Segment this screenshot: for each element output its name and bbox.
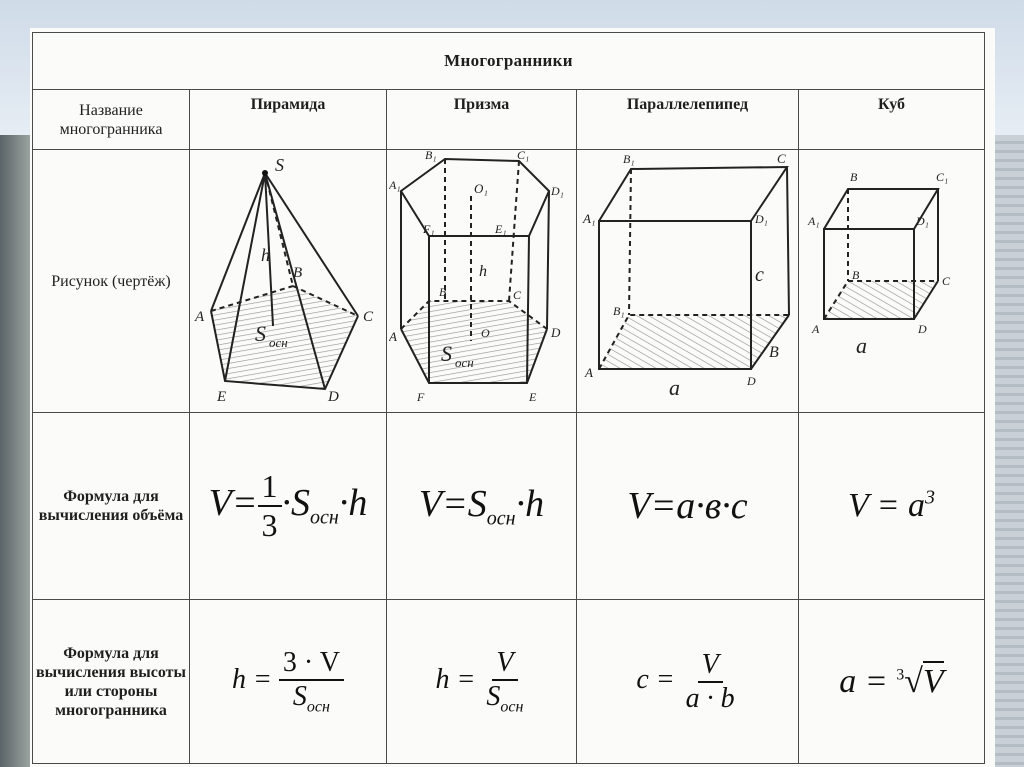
parallelepiped-volume-cell (577, 413, 799, 600)
cube-figure-cell (799, 150, 985, 413)
label-D1: D₁ (754, 211, 768, 226)
label-S-base: S (440, 340, 452, 366)
label-F1: F₁ (422, 221, 435, 236)
cube-volume-formula (848, 487, 935, 524)
parallelepiped-volume-formula: V=a·в·c (627, 485, 748, 527)
v-lhs: V=S (418, 482, 487, 525)
cube-drawing (802, 151, 982, 407)
prism-drawing (389, 151, 575, 407)
prism-height-formula (435, 646, 528, 716)
cube-height-formula (839, 663, 943, 700)
label-c: c (754, 263, 764, 286)
label-B: B₁ (612, 303, 625, 318)
header-parallelepiped: Параллелепипед (577, 90, 799, 150)
label-h: h (478, 262, 487, 280)
header-pyramid: Пирамида (190, 90, 387, 150)
v-lhs: V = a (847, 487, 926, 525)
h-den: a · b (685, 682, 735, 714)
label-A1: A₁ (582, 210, 595, 226)
header-prism: Призма (387, 90, 577, 150)
volume-row-label: Формула для вычисления объёма (33, 413, 190, 600)
radicand: V (922, 662, 944, 700)
label-B: B (849, 169, 857, 184)
label-S-base: S (255, 320, 266, 346)
v-sup: 3 (925, 486, 936, 509)
background-left (0, 135, 30, 767)
h-den-sub: осн (500, 698, 524, 716)
v-lhs: V= (208, 481, 258, 524)
h-den: S (292, 680, 307, 712)
height-row-label: Формула для вычисления высоты или стороны многогранника (33, 600, 190, 764)
h-num: V (698, 649, 723, 683)
h-lhs: h = (232, 663, 272, 695)
h-lhs: a = (839, 662, 888, 700)
v-num: 1 (258, 468, 282, 507)
v-sub: осн (486, 507, 516, 530)
label-C: C (363, 308, 374, 325)
header-cube: Куб (799, 90, 985, 150)
label-Bl: B (851, 267, 859, 282)
pyramid-figure-cell (190, 150, 387, 413)
pyramid-volume-cell (190, 413, 387, 600)
v-tail: ·h (338, 481, 368, 524)
label-D: D (746, 373, 756, 388)
label-D: D (550, 324, 560, 340)
v-tail: ·h (515, 482, 545, 525)
name-label: Название многогранника (33, 90, 190, 150)
h-den: S (486, 680, 501, 712)
label-A: A (811, 321, 819, 336)
label-D: D (917, 321, 927, 336)
v-sub: осн (310, 506, 339, 529)
parallelepiped-figure-cell (577, 150, 799, 413)
parallelepiped-height-cell (577, 600, 799, 764)
label-B1: B₁ (424, 150, 437, 162)
label-C1: C₁ (935, 169, 948, 184)
parallelepiped-drawing (579, 151, 797, 407)
label-B1: B₁ (622, 151, 635, 166)
label-base-sub: осн (454, 354, 474, 370)
label-O: O (480, 325, 490, 340)
label-B: B (293, 264, 303, 281)
radical-sign: √ (904, 662, 923, 700)
label-A1: A₁ (807, 213, 820, 228)
polyhedra-table (32, 32, 985, 764)
label-E: E (528, 389, 536, 404)
label-B: B (438, 284, 446, 299)
document-sheet (30, 28, 995, 767)
pyramid-drawing (193, 151, 383, 407)
table-title: Многогранники (33, 33, 985, 90)
label-E1: E₁ (494, 221, 507, 236)
label-base-sub: осн (269, 334, 288, 350)
h-num: V (492, 647, 517, 681)
prism-figure-cell (387, 150, 577, 413)
label-a: a (855, 332, 867, 358)
label-A1: A₁ (388, 177, 401, 192)
label-C: C (512, 287, 521, 302)
label-S: S (275, 154, 284, 175)
figure-row-label: Рисунок (чертёж) (33, 150, 190, 413)
label-D: D (328, 388, 339, 405)
prism-volume-cell (387, 413, 577, 600)
pyramid-volume-formula (208, 468, 368, 543)
v-rest: ·S (281, 481, 311, 524)
pyramid-height-cell (190, 600, 387, 764)
label-F: F (416, 389, 424, 404)
label-O1: O₁ (473, 180, 488, 196)
label-C: C (776, 150, 786, 166)
root-index: 3 (896, 666, 905, 684)
prism-height-cell (387, 600, 577, 764)
h-lhs: h = (435, 663, 476, 695)
h-num: 3 · V (279, 647, 344, 681)
label-h: h (261, 244, 270, 265)
label-D1: D₁ (915, 213, 929, 228)
prism-volume-formula (418, 482, 545, 530)
cube-height-cell (799, 600, 985, 764)
background-right (995, 135, 1024, 767)
label-A: A (195, 308, 205, 325)
v-den: 3 (261, 507, 278, 543)
label-D1: D₁ (550, 183, 564, 198)
label-E: E (217, 388, 227, 405)
label-A: A (584, 364, 593, 380)
h-lhs: c = (636, 663, 675, 695)
label-C1: C₁ (516, 150, 529, 162)
label-C: C (941, 273, 950, 288)
h-den-sub: осн (306, 698, 330, 716)
label-a: a (668, 374, 680, 400)
cube-volume-cell (799, 413, 985, 600)
label-Bb: B (768, 343, 779, 361)
label-A: A (388, 328, 397, 344)
